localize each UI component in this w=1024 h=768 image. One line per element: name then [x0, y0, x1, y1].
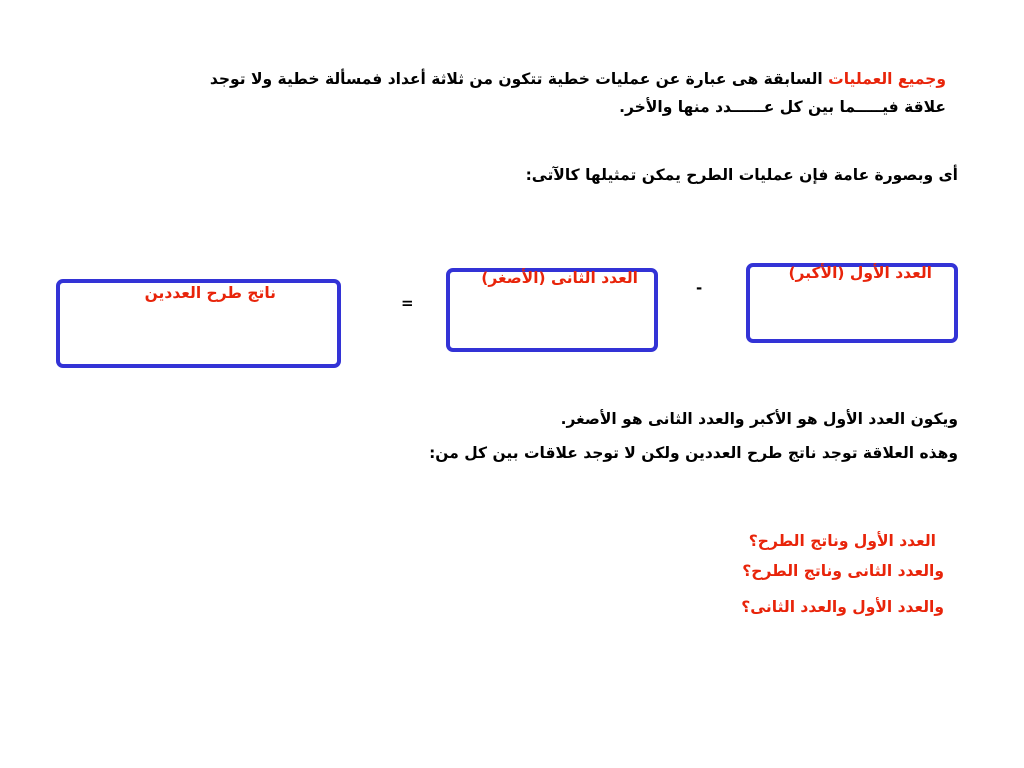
explanation-line-2: وهذه العلاقة توجد ناتج طرح العددين ولكن لا توجد علاقات بين كل من:	[429, 444, 958, 462]
minus-sign: -	[696, 279, 703, 297]
intro-highlight: وجميع العمليات	[828, 70, 946, 88]
explanation-line-1: ويكون العدد الأول هو الأكبر والعدد الثانى هو الأصغر.	[560, 410, 958, 428]
intro-line-2: علاقة فيـــــما بين كل عــــــدد منها والأخر.	[619, 98, 946, 116]
result-label: ناتج طرح العددين	[144, 284, 276, 302]
first-number-label: العدد الأول (الأكبر)	[788, 264, 932, 282]
general-statement: أى وبصورة عامة فإن عمليات الطرح يمكن تمثيلها كالآتى:	[525, 166, 958, 184]
question-1: العدد الأول وناتج الطرح؟	[748, 532, 936, 550]
question-2: والعدد الثانى وناتج الطرح؟	[742, 562, 944, 580]
question-3: والعدد الأول والعدد الثانى؟	[741, 598, 944, 616]
intro-line-1	[210, 66, 946, 92]
intro-line-1-rest: السابقة هى عبارة عن عمليات خطية تتكون من ثلاثة أعداد فمسألة خطية ولا توجد	[209, 70, 829, 88]
second-number-label: العدد الثانى (الأصغر)	[481, 269, 638, 287]
equals-sign: =	[401, 294, 414, 312]
